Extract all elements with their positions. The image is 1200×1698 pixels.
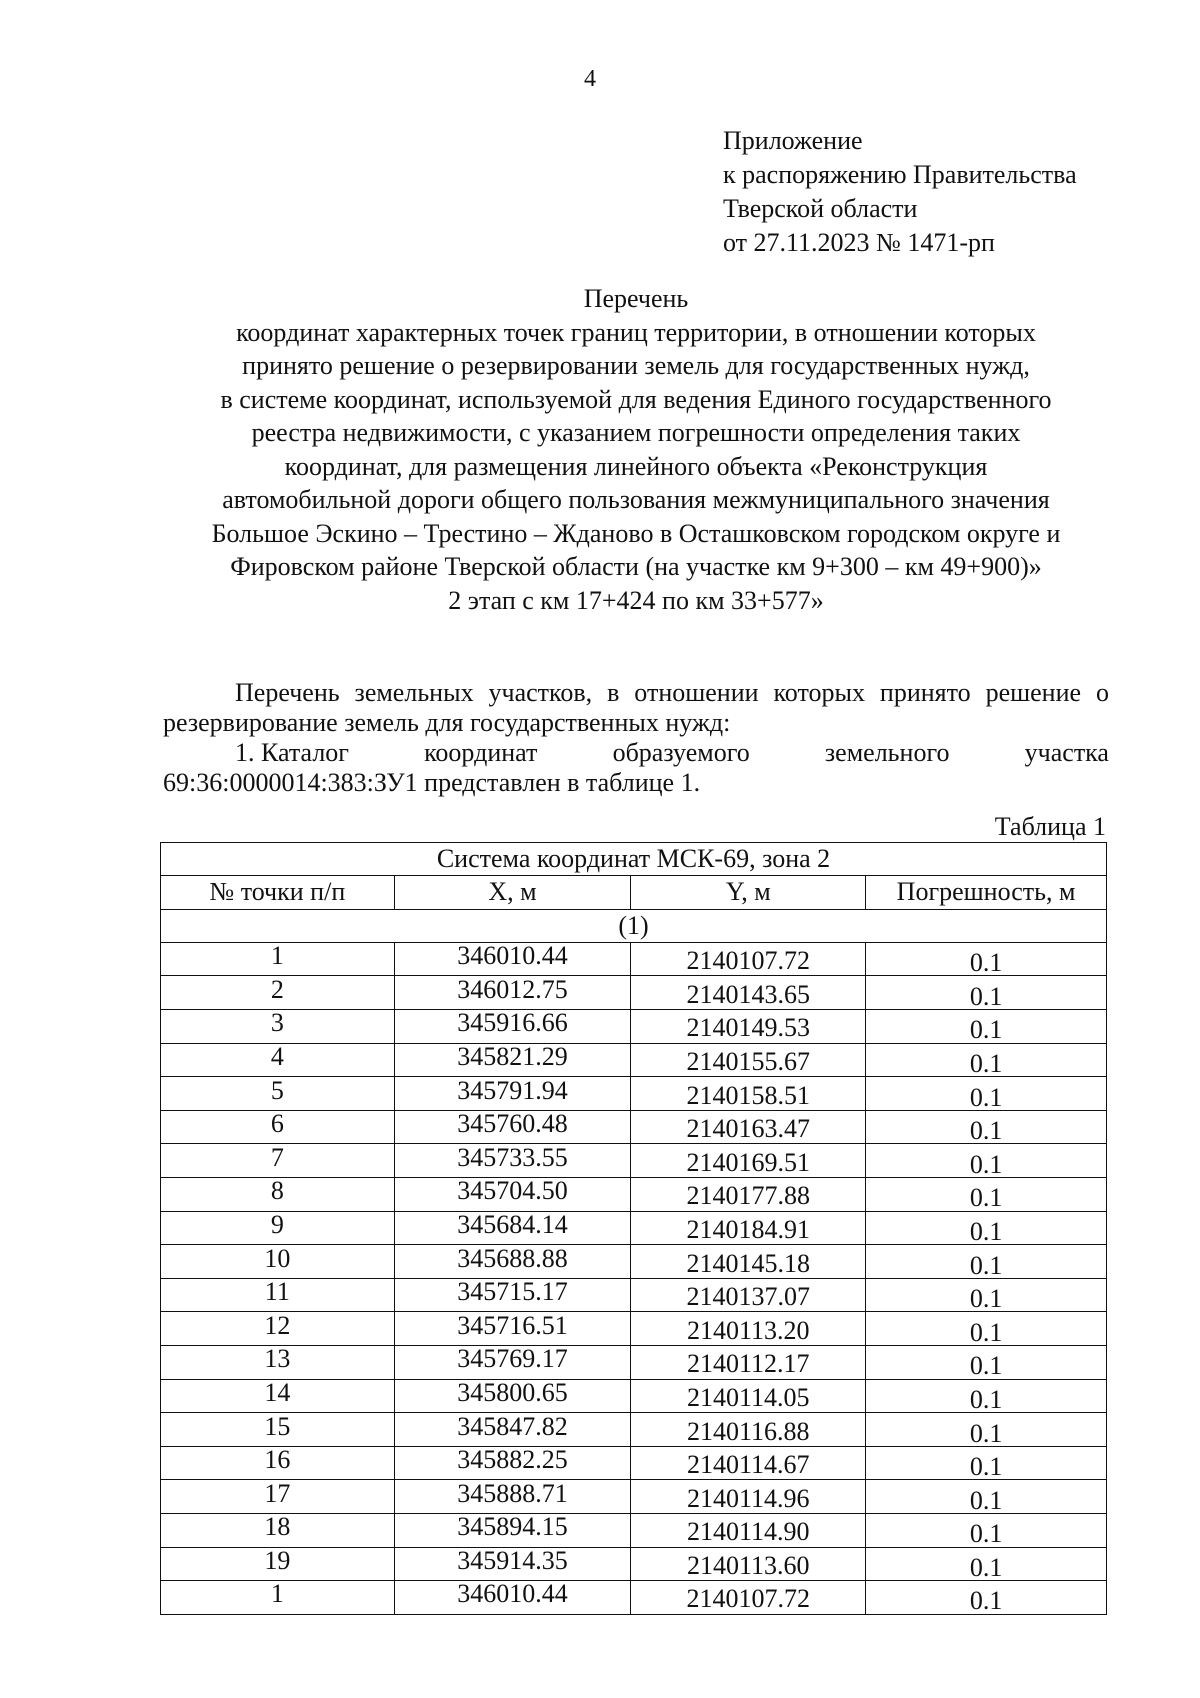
- x-coordinate-cell: [394, 1043, 631, 1077]
- title-line: Большое Эскино – Трестино – Жданово в Осташковском городском округе и: [211, 518, 1061, 548]
- title-line: в системе координат, используемой для ведения Единого государственного: [220, 384, 1052, 414]
- y-coordinate-cell: [631, 976, 866, 1010]
- y-coordinate-cell-value: 2140112.17: [686, 1349, 810, 1379]
- x-coordinate-cell: [394, 976, 631, 1010]
- error-cell-value: 0.1: [969, 1519, 1003, 1549]
- point-number-cell: [161, 1480, 395, 1514]
- y-coordinate-cell-value: 2140158.51: [686, 1080, 810, 1110]
- catalog-word: образуемого: [612, 738, 750, 767]
- table-row: [161, 1446, 1107, 1480]
- error-cell: [866, 1581, 1107, 1615]
- x-coordinate-cell-value: 346012.75: [457, 974, 568, 1004]
- error-cell-value: 0.1: [969, 1452, 1003, 1482]
- error-cell: [866, 1513, 1107, 1547]
- catalog-word: 1. Каталог: [235, 738, 349, 767]
- point-number-cell-value: 12: [264, 1310, 291, 1340]
- point-number-cell: [161, 1346, 395, 1380]
- appendix-line: Приложение: [723, 126, 863, 155]
- table-group-row: [161, 909, 1107, 942]
- point-number-cell: [161, 1077, 395, 1111]
- point-number-cell: [161, 1379, 395, 1413]
- y-coordinate-cell-value: 2140114.05: [686, 1382, 810, 1412]
- y-coordinate-cell: [631, 1513, 866, 1547]
- x-coordinate-cell: [394, 1446, 631, 1480]
- x-coordinate-cell-value: 345821.29: [457, 1041, 568, 1071]
- table-row: [161, 1245, 1107, 1279]
- y-coordinate-cell-value: 2140177.88: [686, 1181, 810, 1211]
- point-number-cell-value: 6: [270, 1109, 284, 1139]
- y-coordinate-cell-value: 2140107.72: [686, 946, 810, 976]
- point-number-cell: [161, 1245, 395, 1279]
- point-number-cell-value: 18: [264, 1512, 291, 1542]
- x-coordinate-cell-value: 345688.88: [457, 1243, 568, 1273]
- point-number-cell-value: 19: [264, 1545, 291, 1575]
- y-coordinate-cell: [631, 1178, 866, 1212]
- y-coordinate-cell-value: 2140184.91: [686, 1214, 810, 1244]
- y-coordinate-cell-value: 2140113.60: [686, 1550, 810, 1580]
- point-number-cell: [161, 1446, 395, 1480]
- y-coordinate-cell: [631, 1413, 866, 1447]
- x-coordinate-cell: [394, 1480, 631, 1514]
- title-line: реестра недвижимости, с указанием погрешности определения таких: [251, 418, 1021, 447]
- y-coordinate-cell: [631, 1144, 866, 1178]
- error-cell: [866, 976, 1107, 1010]
- y-coordinate-cell: [631, 1211, 866, 1245]
- point-number-cell-value: 13: [264, 1344, 291, 1374]
- column-header-y: Y, м: [631, 876, 866, 909]
- catalog-word: земельного: [824, 738, 950, 767]
- table-row: [161, 1312, 1107, 1346]
- x-coordinate-cell-value: 345684.14: [457, 1209, 568, 1239]
- table-row: [161, 1480, 1107, 1514]
- error-cell-value: 0.1: [969, 1216, 1003, 1246]
- appendix-block: [723, 124, 1077, 260]
- point-number-cell-value: 5: [270, 1075, 284, 1105]
- table-row: [161, 1110, 1107, 1144]
- error-cell-value: 0.1: [969, 1552, 1003, 1582]
- error-cell: [866, 1077, 1107, 1111]
- x-coordinate-cell-value: 345888.71: [457, 1478, 568, 1508]
- table-header-row: [161, 876, 1107, 909]
- point-number-cell-value: 15: [264, 1411, 291, 1441]
- point-number-cell-value: 16: [264, 1445, 291, 1475]
- table-body: [161, 942, 1107, 1614]
- y-coordinate-cell: [631, 1110, 866, 1144]
- table-row: [161, 1513, 1107, 1547]
- table-row: [161, 1581, 1107, 1615]
- point-number-cell-value: 8: [270, 1176, 284, 1206]
- point-number-cell-value: 3: [270, 1008, 284, 1038]
- appendix-line: Тверской области: [723, 194, 918, 223]
- x-coordinate-cell: [394, 1110, 631, 1144]
- point-number-cell-value: 2: [270, 974, 284, 1004]
- table-row: [161, 1547, 1107, 1581]
- page-number: 4: [584, 66, 596, 92]
- y-coordinate-cell: [631, 1480, 866, 1514]
- point-number-cell: [161, 1010, 395, 1044]
- appendix-line: к распоряжению Правительства: [723, 160, 1077, 189]
- point-number-cell-value: 4: [270, 1041, 284, 1071]
- x-coordinate-cell-value: 345716.51: [457, 1310, 568, 1340]
- error-cell-value: 0.1: [969, 1384, 1003, 1414]
- y-coordinate-cell: [631, 1446, 866, 1480]
- x-coordinate-cell: [394, 1581, 631, 1615]
- y-coordinate-cell-value: 2140137.07: [686, 1282, 810, 1312]
- x-coordinate-cell: [394, 1547, 631, 1581]
- error-cell: [866, 1547, 1107, 1581]
- error-cell: [866, 1480, 1107, 1514]
- intro-paragraph: Перечень земельных участков, в отношении которых принято решение о резервирование земель для государственных нужд:: [163, 678, 1109, 737]
- error-cell: [866, 1312, 1107, 1346]
- error-cell-value: 0.1: [969, 1586, 1003, 1616]
- title-line: автомобильной дороги общего пользования межмуниципального значения: [222, 485, 1050, 514]
- point-number-cell: [161, 1413, 395, 1447]
- error-cell-value: 0.1: [969, 1082, 1003, 1112]
- x-coordinate-cell-value: 345704.50: [457, 1176, 568, 1206]
- coordinates-table: [160, 842, 1107, 1615]
- y-coordinate-cell: [631, 1581, 866, 1615]
- x-coordinate-cell: [394, 1278, 631, 1312]
- y-coordinate-cell-value: 2140155.67: [686, 1046, 810, 1076]
- table-row: [161, 1178, 1107, 1212]
- title-line: Перечень: [583, 284, 689, 313]
- title-line: Фировском районе Тверской области (на участке км 9+300 – км 49+900)»: [230, 552, 1042, 581]
- y-coordinate-cell: [631, 942, 866, 976]
- point-number-cell-value: 11: [264, 1277, 290, 1307]
- y-coordinate-cell: [631, 1346, 866, 1380]
- catalog-word: координат: [424, 738, 538, 767]
- contour-group-label: (1): [161, 909, 1107, 942]
- error-cell-value: 0.1: [969, 948, 1003, 978]
- y-coordinate-cell-value: 2140145.18: [686, 1248, 810, 1278]
- x-coordinate-cell-value: 345894.15: [457, 1512, 568, 1542]
- error-cell: [866, 1043, 1107, 1077]
- x-coordinate-cell-value: 345733.55: [457, 1142, 568, 1172]
- error-cell: [866, 1144, 1107, 1178]
- y-coordinate-cell-value: 2140107.72: [686, 1584, 810, 1614]
- table-row: [161, 1010, 1107, 1044]
- y-coordinate-cell-value: 2140163.47: [686, 1114, 810, 1144]
- error-cell-value: 0.1: [969, 1284, 1003, 1314]
- catalog-item-tail: 69:36:0000014:383:ЗУ1 представлен в таблице 1.: [163, 768, 701, 797]
- point-number-cell-value: 14: [264, 1377, 291, 1407]
- error-cell: [866, 1446, 1107, 1480]
- error-cell-value: 0.1: [969, 1048, 1003, 1078]
- y-coordinate-cell: [631, 1278, 866, 1312]
- x-coordinate-cell-value: 345769.17: [457, 1344, 568, 1374]
- point-number-cell: [161, 976, 395, 1010]
- error-cell: [866, 1178, 1107, 1212]
- error-cell: [866, 1278, 1107, 1312]
- error-cell: [866, 1211, 1107, 1245]
- x-coordinate-cell: [394, 1346, 631, 1380]
- point-number-cell: [161, 1110, 395, 1144]
- table-row: [161, 1379, 1107, 1413]
- y-coordinate-cell-value: 2140149.53: [686, 1013, 810, 1043]
- x-coordinate-cell: [394, 1077, 631, 1111]
- x-coordinate-cell-value: 345847.82: [457, 1411, 568, 1441]
- y-coordinate-cell: [631, 1245, 866, 1279]
- point-number-cell-value: 17: [264, 1478, 291, 1508]
- error-cell: [866, 942, 1107, 976]
- point-number-cell: [161, 1211, 395, 1245]
- error-cell-value: 0.1: [969, 981, 1003, 1011]
- error-cell: [866, 1245, 1107, 1279]
- y-coordinate-cell-value: 2140116.88: [686, 1416, 810, 1446]
- point-number-cell-value: 10: [264, 1243, 291, 1273]
- appendix-line: от 27.11.2023 № 1471-рп: [723, 228, 995, 257]
- column-header-x: X, м: [394, 876, 631, 909]
- x-coordinate-cell: [394, 1379, 631, 1413]
- coordinate-system-header: Система координат МСК-69, зона 2: [161, 843, 1107, 876]
- y-coordinate-cell: [631, 1043, 866, 1077]
- y-coordinate-cell: [631, 1379, 866, 1413]
- x-coordinate-cell-value: 345760.48: [457, 1109, 568, 1139]
- point-number-cell: [161, 1513, 395, 1547]
- x-coordinate-cell: [394, 942, 631, 976]
- error-cell: [866, 1413, 1107, 1447]
- table-row: [161, 1144, 1107, 1178]
- y-coordinate-cell: [631, 1312, 866, 1346]
- error-cell: [866, 1110, 1107, 1144]
- title-line: координат, для размещения линейного объекта «Реконструкция: [284, 451, 988, 481]
- point-number-cell-value: 1: [270, 941, 284, 971]
- y-coordinate-cell: [631, 1077, 866, 1111]
- y-coordinate-cell: [631, 1547, 866, 1581]
- document-title: [150, 282, 1122, 617]
- x-coordinate-cell: [394, 1513, 631, 1547]
- table-row: [161, 976, 1107, 1010]
- x-coordinate-cell: [394, 1245, 631, 1279]
- x-coordinate-cell: [394, 1010, 631, 1044]
- table-row: [161, 1278, 1107, 1312]
- point-number-cell: [161, 1581, 395, 1615]
- point-number-cell: [161, 1278, 395, 1312]
- intro-text: [163, 678, 1109, 798]
- column-header-point: № точки п/п: [161, 876, 395, 909]
- x-coordinate-cell-value: 345715.17: [457, 1277, 568, 1307]
- catalog-item-line: [163, 738, 1109, 768]
- error-cell-value: 0.1: [969, 1015, 1003, 1045]
- error-cell-value: 0.1: [969, 1418, 1003, 1448]
- y-coordinate-cell-value: 2140169.51: [686, 1147, 810, 1177]
- error-cell-value: 0.1: [969, 1116, 1003, 1146]
- column-header-error: Погрешность, м: [866, 876, 1107, 909]
- title-line: координат характерных точек границ территории, в отношении которых: [236, 317, 1036, 347]
- point-number-cell: [161, 1547, 395, 1581]
- table-row: [161, 942, 1107, 976]
- error-cell-value: 0.1: [969, 1485, 1003, 1515]
- x-coordinate-cell: [394, 1211, 631, 1245]
- y-coordinate-cell-value: 2140143.65: [686, 979, 810, 1009]
- point-number-cell: [161, 1043, 395, 1077]
- x-coordinate-cell-value: 345914.35: [457, 1545, 568, 1575]
- error-cell-value: 0.1: [969, 1149, 1003, 1179]
- x-coordinate-cell-value: 346010.44: [457, 1579, 568, 1609]
- title-line: принято решение о резервировании земель для государственных нужд,: [242, 351, 1030, 380]
- error-cell: [866, 1346, 1107, 1380]
- point-number-cell: [161, 1178, 395, 1212]
- x-coordinate-cell: [394, 1178, 631, 1212]
- x-coordinate-cell-value: 346010.44: [457, 941, 568, 971]
- y-coordinate-cell-value: 2140114.67: [686, 1450, 810, 1480]
- title-line: 2 этап с км 17+424 по км 33+577»: [448, 585, 824, 615]
- error-cell: [866, 1010, 1107, 1044]
- table-row: [161, 1043, 1107, 1077]
- table-row: [161, 1413, 1107, 1447]
- point-number-cell: [161, 1312, 395, 1346]
- table-row: [161, 1077, 1107, 1111]
- x-coordinate-cell: [394, 1312, 631, 1346]
- error-cell-value: 0.1: [969, 1250, 1003, 1280]
- point-number-cell-value: 7: [270, 1142, 284, 1172]
- point-number-cell-value: 1: [270, 1579, 284, 1609]
- error-cell-value: 0.1: [969, 1351, 1003, 1381]
- x-coordinate-cell-value: 345791.94: [457, 1075, 568, 1105]
- x-coordinate-cell: [394, 1413, 631, 1447]
- point-number-cell-value: 9: [270, 1209, 284, 1239]
- x-coordinate-cell-value: 345800.65: [457, 1377, 568, 1407]
- point-number-cell: [161, 942, 395, 976]
- y-coordinate-cell-value: 2140114.90: [686, 1517, 810, 1547]
- error-cell-value: 0.1: [969, 1317, 1003, 1347]
- y-coordinate-cell: [631, 1010, 866, 1044]
- x-coordinate-cell-value: 345882.25: [457, 1445, 568, 1475]
- table-row: [161, 1346, 1107, 1380]
- table-row: [161, 1211, 1107, 1245]
- y-coordinate-cell-value: 2140113.20: [686, 1315, 810, 1345]
- x-coordinate-cell-value: 345916.66: [457, 1008, 568, 1038]
- y-coordinate-cell-value: 2140114.96: [686, 1483, 810, 1513]
- table-system-row: [161, 843, 1107, 876]
- error-cell-value: 0.1: [969, 1183, 1003, 1213]
- table-caption: Таблица 1: [994, 812, 1106, 841]
- catalog-word: участка: [1024, 738, 1109, 767]
- x-coordinate-cell: [394, 1144, 631, 1178]
- error-cell: [866, 1379, 1107, 1413]
- point-number-cell: [161, 1144, 395, 1178]
